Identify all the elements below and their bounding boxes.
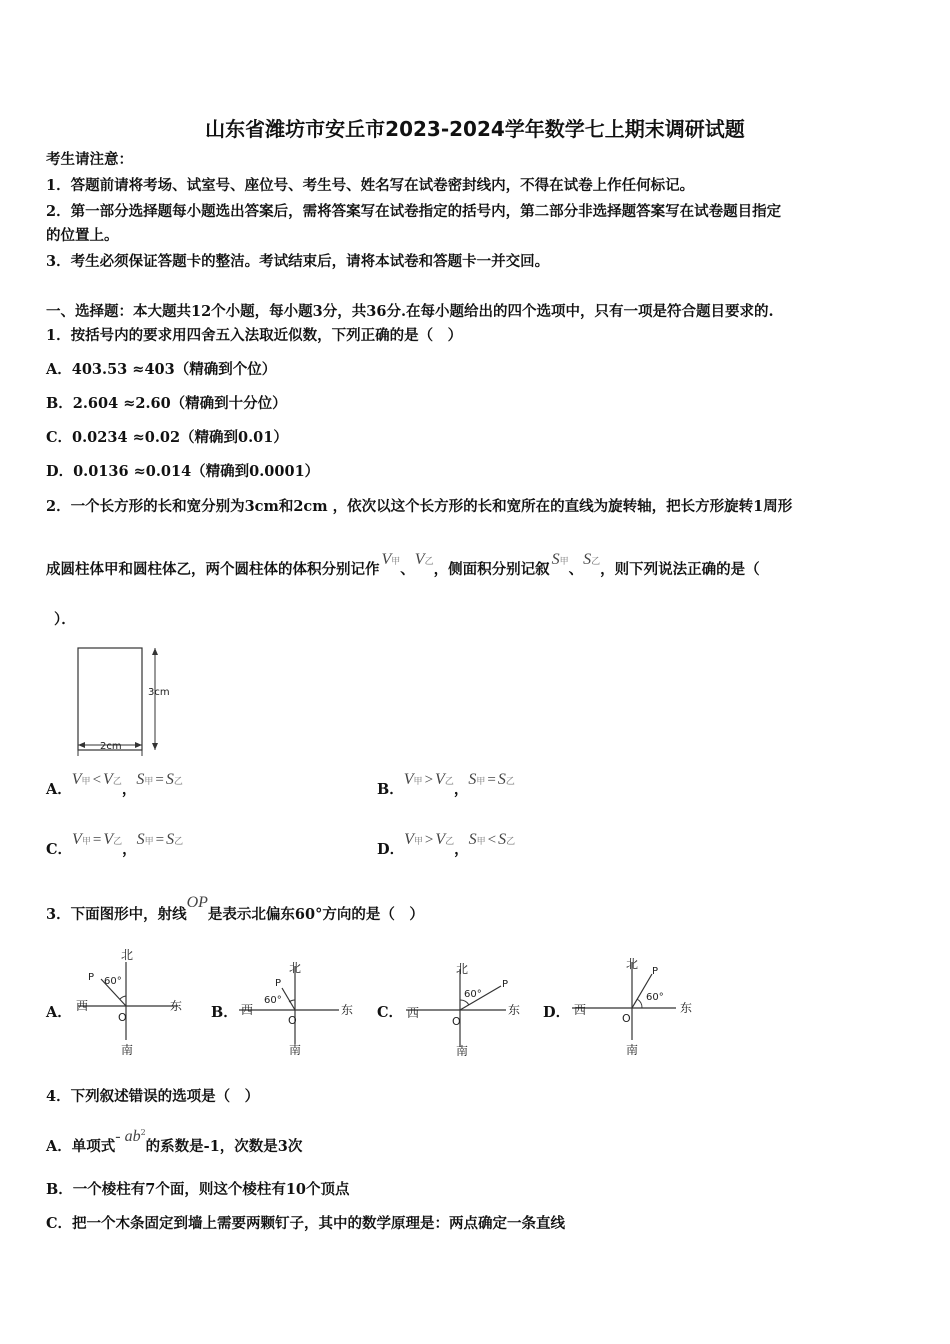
q4-option-b[interactable]: B．一个棱柱有7个面，则这个棱柱有10个顶点 <box>46 1181 350 1198</box>
q1-option-d[interactable]: D．0.0136 ≈0.014（精确到0.0001） <box>46 463 320 480</box>
q4-option-c[interactable]: C．把一个木条固定到墙上需要两颗钉子，其中的数学原理是：两点确定一条直线 <box>46 1215 566 1232</box>
south-label: 南 <box>626 1043 639 1057</box>
width-arrow-left <box>78 742 85 748</box>
east-label: 东 <box>508 1003 521 1017</box>
s-jia-symbol: S <box>551 551 560 568</box>
point-p-label: P <box>652 966 659 977</box>
q3-option-c-label[interactable]: C． <box>377 1004 404 1021</box>
south-label: 南 <box>121 1043 134 1057</box>
notice-item-3: 3．考生必须保证答题卡的整洁。考试结束后，请将本试卷和答题卡一并交回。 <box>46 253 550 270</box>
angle-arc <box>460 1000 469 1005</box>
notice-item-2-cont: 的位置上。 <box>46 227 119 244</box>
origin-label: O <box>452 1015 461 1028</box>
origin-label: O <box>288 1014 297 1027</box>
origin-label: O <box>622 1012 631 1025</box>
q4-stem: 4．下列叙述错误的选项是（ ） <box>46 1088 260 1105</box>
angle-arc <box>637 999 642 1008</box>
width-label: 2cm <box>100 741 122 752</box>
q3-diagram-d[interactable] <box>570 948 700 1058</box>
q1-option-c[interactable]: C．0.0234 ≈0.02（精确到0.01） <box>46 429 288 446</box>
origin-label: O <box>118 1011 127 1024</box>
notice-item-2: 2．第一部分选择题每小题选出答案后，需将答案写在试卷指定的括号内，第二部分非选择题答案写在试卷题目指定 <box>46 203 782 220</box>
notice-heading: 考生请注意： <box>46 151 133 168</box>
v-yi-symbol: V <box>414 551 425 568</box>
west-label: 西 <box>76 999 89 1013</box>
page-title: 山东省潍坊市安丘市2023-2024学年数学七上期末调研试题 <box>205 117 745 141</box>
angle-label: 60° <box>646 992 664 1003</box>
q3-option-b-label[interactable]: B． <box>211 1004 238 1021</box>
angle-label: 60° <box>104 976 122 987</box>
rectangle-figure <box>68 640 188 760</box>
q2-text-a: 成圆柱体甲和圆柱体乙，两个圆柱体的体积分别记作 <box>46 561 380 578</box>
south-label: 南 <box>289 1043 302 1057</box>
q3-stem: 3．下面图形中，射线OP是表示北偏东60°方向的是（ ） <box>46 894 424 923</box>
north-label: 北 <box>626 957 639 971</box>
angle-label: 60° <box>464 989 482 1000</box>
angle-arc <box>120 996 126 999</box>
q3-diagram-a[interactable] <box>70 948 190 1058</box>
south-label: 南 <box>456 1044 469 1058</box>
north-label: 北 <box>456 962 469 976</box>
q3-diagram-b[interactable] <box>237 952 357 1062</box>
height-arrow-top <box>152 648 158 655</box>
q1-option-b[interactable]: B．2.604 ≈2.60（精确到十分位） <box>46 395 287 412</box>
section-heading: 一、选择题：本大题共12个小题，每小题3分，共36分.在每小题给出的四个选项中，只有一项是符合题目要求的. <box>46 303 774 320</box>
east-label: 东 <box>170 999 183 1013</box>
q2-stem-line1: 2．一个长方形的长和宽分别为3cm和2cm ，依次以这个长方形的长和宽所在的直线为旋转轴，把长方形旋转1周形 <box>46 498 793 515</box>
q2-option-c[interactable]: C．V甲 = V乙，S甲 = S乙 <box>46 831 184 858</box>
width-arrow-right <box>135 742 142 748</box>
q3-option-d-label[interactable]: D． <box>543 1004 571 1021</box>
q3-option-a-label[interactable]: A． <box>46 1004 72 1021</box>
north-label: 北 <box>289 961 302 975</box>
v-jia-symbol: V <box>381 551 392 568</box>
east-label: 东 <box>341 1003 354 1017</box>
q1-stem: 1．按括号内的要求用四舍五入法取近似数，下列正确的是（ ） <box>46 327 463 344</box>
west-label: 西 <box>574 1003 587 1017</box>
west-label: 西 <box>407 1006 420 1020</box>
north-label: 北 <box>121 948 134 962</box>
rectangle-shape <box>78 648 142 750</box>
q2-stem-line2: 成圆柱体甲和圆柱体乙，两个圆柱体的体积分别记作V甲、V乙，侧面积分别记叙S甲、S乙，则下列说法正确的是（ <box>46 551 760 578</box>
s-yi-symbol: S <box>583 551 592 568</box>
point-p-label: P <box>275 978 282 989</box>
q2-text-c: ，侧面积分别记叙 <box>433 561 550 578</box>
q3-diagram-c[interactable] <box>402 955 532 1065</box>
notice-item-1: 1．答题前请将考场、试室号、座位号、考生号、姓名写在试卷密封线内，不得在试卷上作任何标记。 <box>46 177 695 194</box>
ray-op <box>282 988 295 1010</box>
q1-option-a[interactable]: A．403.53 ≈403（精确到个位） <box>46 361 277 378</box>
monomial-expression: - ab <box>115 1127 141 1145</box>
angle-label: 60° <box>264 995 282 1006</box>
height-arrow-bottom <box>152 743 158 750</box>
point-p-label: P <box>502 979 509 990</box>
q2-option-d[interactable]: D．V甲 > V乙，S甲 < S乙 <box>377 831 516 858</box>
q2-option-a[interactable]: A．V甲 < V乙，S甲 = S乙 <box>46 771 183 798</box>
east-label: 东 <box>680 1001 693 1015</box>
op-symbol: OP <box>186 894 208 911</box>
q2-stem-line3: ）． <box>54 611 76 628</box>
west-label: 西 <box>241 1003 254 1017</box>
q4-option-a[interactable]: A．单项式- $ab^2$的系数是-1，次数是3次 <box>46 1127 303 1155</box>
q2-text-e: ，则下列说法正确的是（ <box>600 561 760 578</box>
point-p-label: P <box>88 972 95 983</box>
height-label: 3cm <box>148 687 170 698</box>
q2-option-b[interactable]: B．V甲 > V乙，S甲 = S乙 <box>377 771 515 798</box>
